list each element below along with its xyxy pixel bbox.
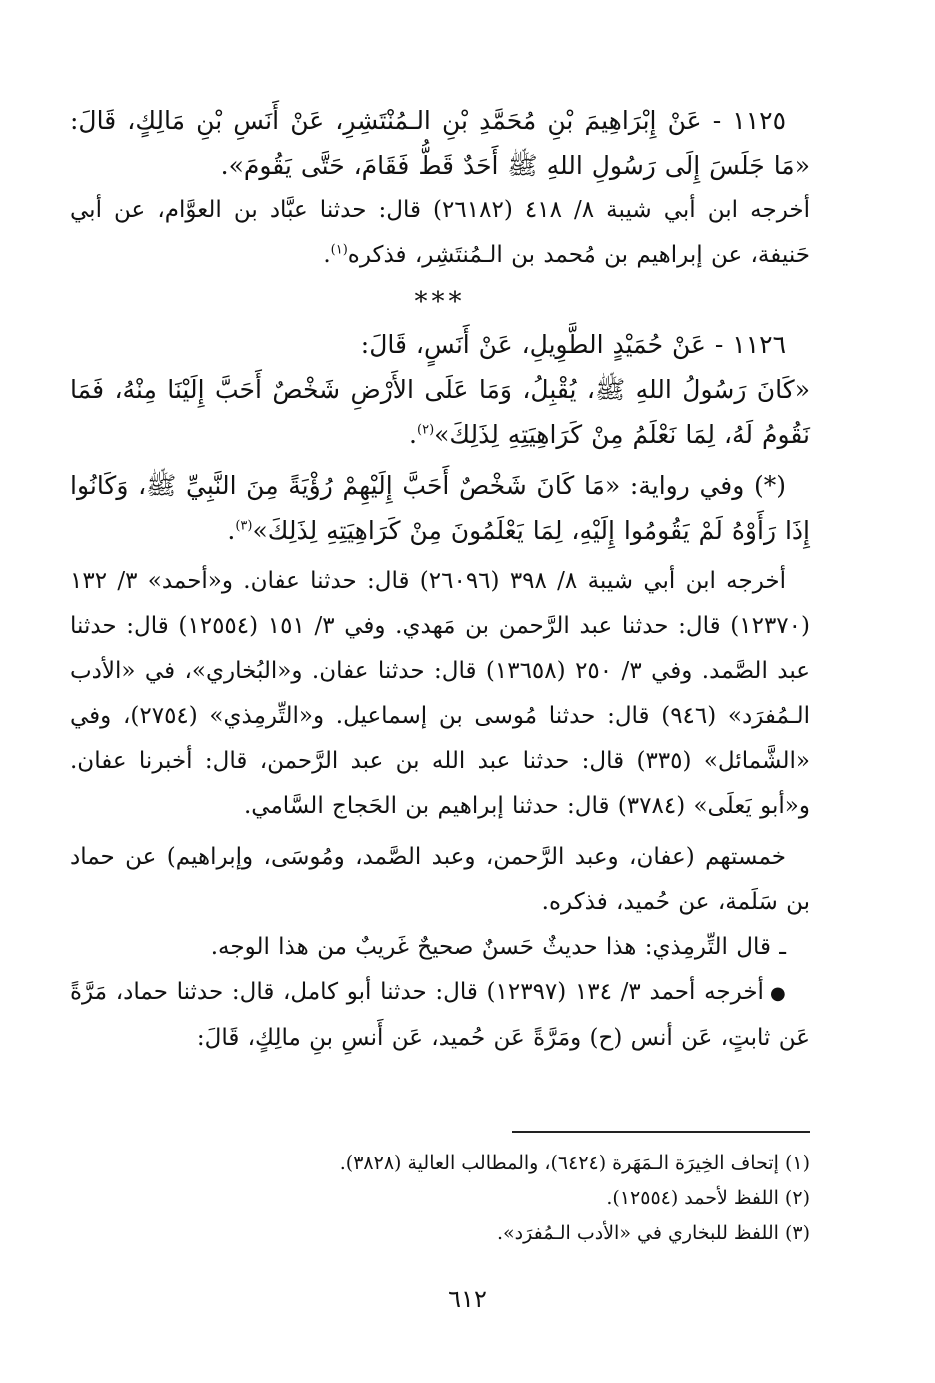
page-body: [70, 98, 810, 1061]
hadith-1126-text: [70, 367, 810, 457]
takhrij-1125: [70, 188, 810, 278]
tirmidhi-comment: [70, 925, 810, 970]
bullet-icon: ●: [769, 983, 786, 1004]
hadith-1125: [70, 98, 810, 188]
page-number: ٦١٢: [448, 1285, 487, 1313]
period: .: [227, 516, 236, 545]
section-separator: ***: [414, 287, 466, 317]
takhrij-1126-text: أخرجه ابن أبي شيبة ٨/ ٣٩٨ (٢٦٠٩٦) قال: حدثنا عفان. و«أحمد» ٣/ ١٣٢ (١٢٣٧٠) قال: حدثنا عبد الرَّحمن بن مَهدي. وفي ٣/ ١٥١ (١٢٥٥٤) قال: حدثنا عبد الصَّمد. وفي ٣/ ٢٥٠ (١٣٦٥٨) قال: حدثنا عفان. و«البُخاري»، في «الأدب الـمُفرَد» (٩٤٦) قال: حدثنا مُوسى بن إسماعيل. و«التِّرمِذي» (٢٧٥٤)، وفي «الشَّمائل» (٣٣٥) قال: حدثنا عبد الله بن عبد الرَّحمن، قال: أخبرنا عفان. و«أبو يَعلَى» (٣٧٨٤) قال: حدثنا إبراهيم بن الحَجاج السَّامي.: [70, 568, 811, 819]
bullet-text: أخرجه أحمد ٣/ ١٣٤ (١٢٣٩٧) قال: حدثنا أبو كامل، قال: حدثنا حماد، مَرَّةً عَن ثابتٍ، عَن أنس (ح) ومَرَّةً عَن حُميد، عَن أَنسِ بنِ مالِكٍ، قَالَ:: [70, 979, 810, 1051]
hadith-1126-head-text: ١١٢٦ - عَنْ حُمَيْدٍ الطَّوِيلِ، عَنْ أَنَسٍ، قَالَ:: [360, 330, 786, 359]
footnote-divider: [512, 1131, 810, 1133]
hadith-1125-text: ١١٢٥ - عَنْ إِبْرَاهِيمَ بْنِ مُحَمَّدِ بْنِ الـمُنْتَشِرِ، عَنْ أَنَسِ بْنِ مَالِكٍ، قَالَ: «مَا جَلَسَ إِلَى رَسُولِ اللهِ ﷺ أَحَدٌ قَطُّ فَقَامَ، حَتَّى يَقُومَ».: [70, 106, 810, 180]
footnotes: [70, 1146, 810, 1251]
footnote-ref-1[interactable]: (١): [330, 242, 348, 258]
takhrij-1125-text: أخرجه ابن أبي شيبة ٨/ ٤١٨ (٢٦١٨٢) قال: حدثنا عبَّاد بن العوَّام، عن أبي حَنيفة، عن إبراهيم بن مُحمد بن الـمُنتَشِر، فذكره: [70, 197, 810, 268]
tirmidhi-comment-text: ـ قال التِّرمِذي: هذا حديثٌ حَسنٌ صحيحٌ غَريبٌ من هذا الوجه.: [210, 934, 786, 960]
bullet-paragraph: [70, 970, 810, 1061]
footnote-ref-3[interactable]: (٣): [235, 518, 253, 534]
riwaya-paragraph: [70, 463, 810, 553]
takhrij-1126: [70, 559, 810, 829]
period: .: [409, 420, 417, 449]
footnote-1: (١) إتحاف الخِيرَة الـمَهَرة (٦٤٢٤)، والمطالب العالية (٣٨٢٨).: [339, 1152, 810, 1174]
footnote-2: (٢) اللفظ لأحمد (١٢٥٥٤).: [606, 1187, 810, 1209]
hadith-1126-heading: [70, 322, 810, 367]
period: .: [323, 242, 331, 268]
khamsatuhum-paragraph: [70, 835, 810, 925]
footnote-ref-2[interactable]: (٢): [417, 422, 435, 438]
footnote-3: (٣) اللفظ للبخاري في «الأدب الـمُفرَد».: [496, 1222, 810, 1244]
riwaya-text: (*) وفي رواية: «مَا كَانَ شَخْصٌ أَحَبَّ إِلَيْهِمْ رُؤْيَةً مِنَ النَّبِيِّ ﷺ، وَكَانُوا إِذَا رَأَوْهُ لَمْ يَقُومُوا إِلَيْهِ، لِمَا يَعْلَمُونَ مِنْ كَرَاهِيَتِهِ لِذَلِكَ»: [70, 471, 810, 545]
khamsatuhum-text: خمستهم (عفان، وعبد الرَّحمن، وعبد الصَّمد، ومُوسَى، وإبراهيم) عن حماد بن سَلَمة، عن حُميد، فذكره.: [70, 844, 810, 915]
hadith-1126-matn: «كَانَ رَسُولُ اللهِ ﷺ، يُقْبِلُ، وَمَا عَلَى الأَرْضِ شَخْصٌ أَحَبَّ إِلَيْنَا مِنْهُ، فَمَا نَقُومُ لَهُ، لِمَا نَعْلَمُ مِنْ كَرَاهِيَتِهِ لِذَلِكَ»: [70, 375, 810, 449]
